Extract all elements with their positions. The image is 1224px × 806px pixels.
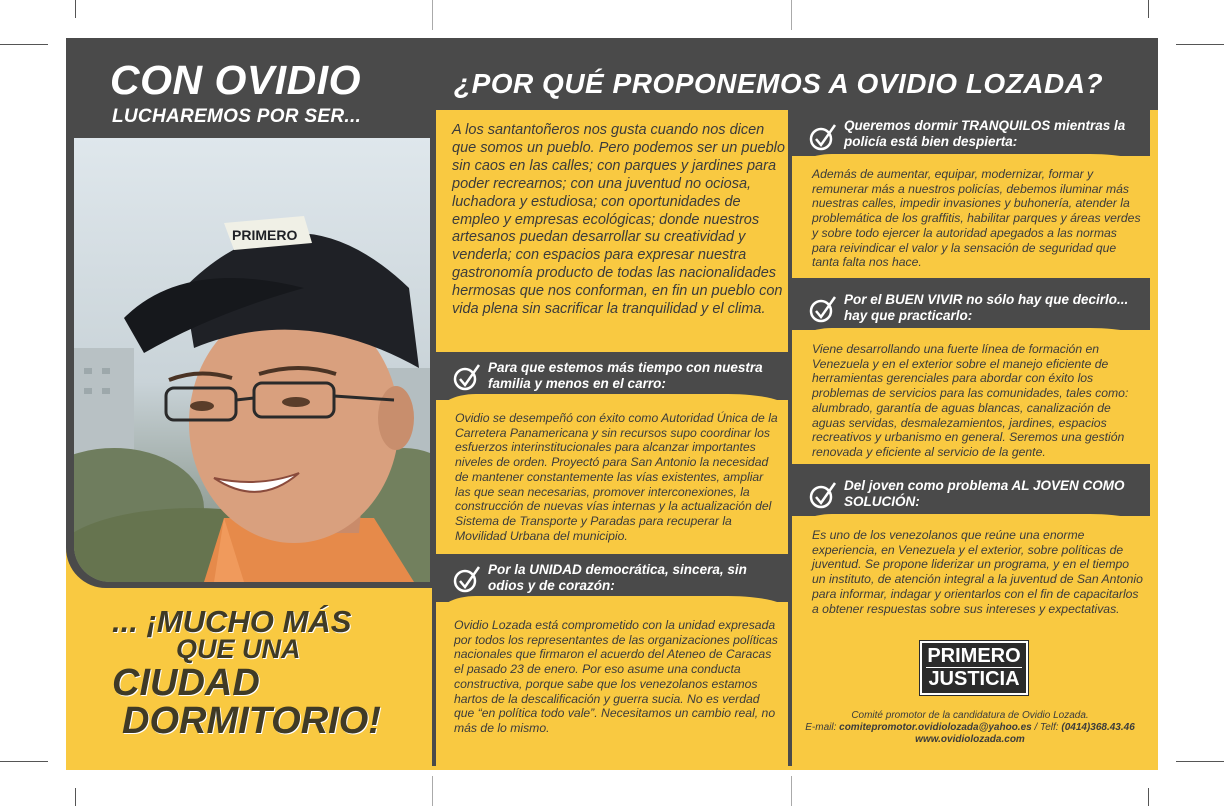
party-logo [920,641,1028,695]
section-heading [436,352,788,400]
crop-mark [75,0,76,18]
section-heading [792,284,1150,330]
footer-website[interactable]: www.ovidiolozada.com [915,734,1025,745]
tagline-line-2: QUE UNA [176,634,301,664]
crop-mark [1148,0,1149,18]
column-divider [788,110,792,766]
footer-committee: Comité promotor de la candidatura de Ovidio Lozada. [851,710,1089,721]
flyer [66,38,1158,770]
left-title: CON OVIDIO [110,57,362,103]
left-subtitle: LUCHAREMOS POR SER... [112,106,362,127]
section-heading [792,110,1150,156]
footer-email-label: E-mail: [805,722,840,733]
candidate-photo [74,138,430,582]
crop-mark [0,44,48,45]
tagline-line-4: DORMITORIO! [122,700,381,742]
svg-text:PRIMERO: PRIMERO [232,227,298,243]
crop-mark [1176,44,1224,45]
section-body: Viene desarrollando una fuerte línea de formación en Venezuela y en el exterior sobre el manejo eficiente de herramientas gerenciales para abordar con éxito los problemas de servicios para las comunidades, tales como: alumbrado, garantía de aguas blancas, canalización de aguas servidas, desmalezamientos, jardines, espacios recreativos y urbanismo en general. Seremos una gestión renovada y eficiente al servicio de la gente. [812,342,1129,459]
crop-mark [791,0,792,30]
section-body: Además de aumentar, equipar, modernizar, formar y remunerar más a nuestros policías, debemos iluminar más nuestras calles, impedir invasiones y buhonería, atender la problemática de los graffitis, habilitar parques y áreas verdes y sobre todo ejercer la autoridad apegados a las normas para reivindicar el valor y la sensación de seguridad que tanta falta nos hace. [812,167,1141,270]
column-divider [432,110,436,766]
logo-line-2: JUSTICIA [928,668,1020,690]
section-heading [792,470,1150,516]
section-heading-text: Queremos dormir TRANQUILOS mientras la policía está bien despierta: [844,118,1126,149]
section-heading-text: Para que estemos más tiempo con nuestra familia y menos en el carro: [488,360,763,391]
crop-mark [432,0,433,30]
logo-line-1: PRIMERO [927,645,1021,667]
intro-paragraph: A los santantoñeros nos gusta cuando nos dicen que somos un pueblo. Pero podemos ser un pueblo sin caos en las calles; con parques y jardines para poder recrearnos; con una juventud no ociosa, luchadora y estudiosa; con oportunidades de empleo y empresas ecológicas; donde nuestros artesanos puedan desarrollar su creatividad y venderla; con espacios para expresar nuestra gastronomía producto de todas las nacionalidades hermosas que nos conforman, en fin un pueblo con vida plena sin sacrificar la tranquilidad y el clima. [452,122,785,318]
section-heading-text: Por la UNIDAD democrática, sincera, sin odios y de corazón: [488,562,747,593]
tagline-line-1: ... ¡MUCHO MÁS [112,604,352,639]
candidate-photo-illustration [74,138,430,582]
section-body: Ovidio Lozada está comprometido con la unidad expresada por todos los representantes de las organizaciones políticas nacionales que firmaron el acuerdo del Ateneo de Caracas el pasado 23 de enero. Por eso asume una conducta constructiva, porque sabe que los venezolanos estamos hartos de la descalificación y guerra sucia. No es verdad que “en política todo vale”. Necesitamos un cambio real, no más de lo mismo. [454,618,778,735]
main-title: ¿POR QUÉ PROPONEMOS A OVIDIO LOZADA? [454,68,1104,99]
section-heading-text: Por el BUEN VIVIR no sólo hay que decirlo... hay que practicarlo: [844,292,1129,323]
section-body: Es uno de los venezolanos que reúne una enorme experiencia, en Venezuela y el exterior, sobre políticas de juventud. Se propone liderizar un programa, y en el tiempo un instituto, de atención integral a la juventud de San Antonio para informar, indagar y orientarlos con el fin de capacitarlos a obtener respuestas sobre sus intereses y expectativas. [812,528,1143,616]
footer-phone-label: / Telf: [1031,722,1062,733]
check-circle-icon [808,122,838,152]
check-circle-icon [452,362,482,392]
footer-email[interactable]: comitepromotor.ovidiolozada@yahoo.es [839,722,1032,733]
tagline-line-3: CIUDAD [112,662,260,704]
footer-contact [800,722,1140,733]
check-circle-icon [808,294,838,324]
section-heading-text: Del joven como problema AL JOVEN COMO SOLUCIÓN: [844,478,1125,509]
section-body: Ovidio se desempeñó con éxito como Autoridad Única de la Carretera Panamericana y sin recursos supo coordinar los esfuerzos interinstitucionales para alcanzar importantes niveles de orden. Proyectó para San Antonio la necesidad de mantener constantemente las vías existentes, ampliar las que sean necesarias, promover interconexiones, la construcción de nuevas vías internas y la actualización del Sistema de Transporte y Paradas para recuperar la Movilidad Urbana del municipio. [455,411,778,543]
crop-mark [432,776,433,806]
crop-mark [0,761,48,762]
crop-mark [75,788,76,806]
section-heading [436,554,788,602]
check-circle-icon [808,480,838,510]
check-circle-icon [452,564,482,594]
crop-mark [791,776,792,806]
crop-mark [1148,788,1149,806]
crop-mark [1176,761,1224,762]
footer-phone: (0414)368.43.46 [1061,722,1135,733]
